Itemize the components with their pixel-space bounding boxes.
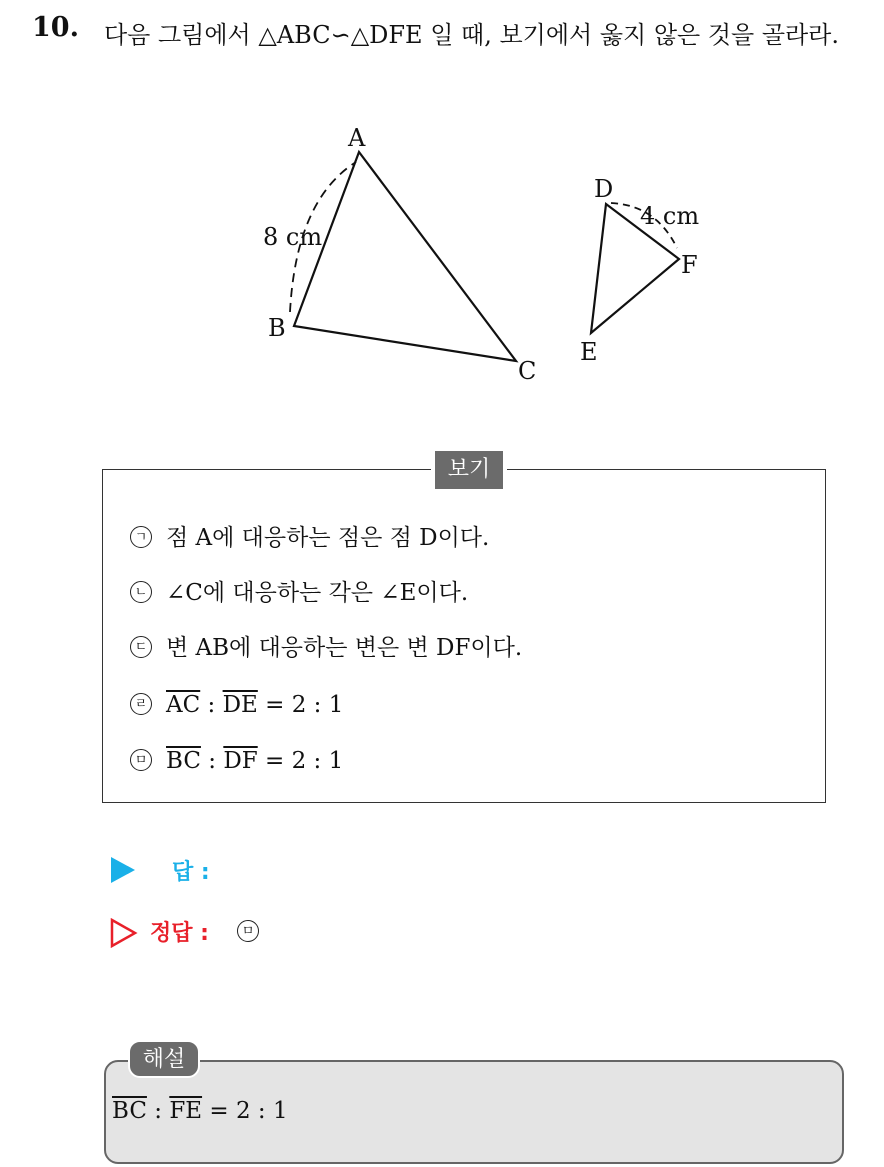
similar-triangles-figure — [0, 0, 884, 440]
choice-mark: ㄷ — [130, 636, 152, 658]
choice-mark: ㄴ — [130, 581, 152, 603]
answer-arrow-icon — [111, 857, 135, 883]
choice-5: ㅁ $\overline{BC}$ : $\overline{DF} = 2$ : 1 — [130, 745, 343, 777]
choice-mark: ㄹ — [130, 693, 152, 715]
choice-text: 점 A에 대응하는 점은 점 D이다. — [166, 525, 490, 551]
choice-mark: ㅁ — [130, 749, 152, 771]
correct-answer-label: 정답 : — [150, 921, 209, 946]
question-text: 다음 그림에서 △ABC∽△DFE 일 때, 보기에서 옳지 않은 것을 골라라. — [104, 21, 839, 49]
segment-bc: $\overline{BC}$ — [112, 1098, 147, 1124]
segment-bc: $\overline{BC}$ — [166, 748, 201, 774]
correct-answer-mark: ㅁ — [237, 920, 259, 942]
vertex-label-d: D — [594, 175, 614, 203]
explanation-text: $\overline{BC}$ : $\overline{FE} = 2$ : 1 — [112, 1098, 288, 1124]
length-df-label: 4 cm — [640, 202, 700, 230]
vertex-label-c: C — [518, 357, 537, 385]
segment-ac: $\overline{AC}$ — [166, 692, 201, 718]
segment-fe: $\overline{FE}$ — [169, 1098, 203, 1124]
length-ab-label: 8 cm — [263, 223, 323, 251]
choice-3 — [130, 632, 522, 664]
choice-text: 변 AB에 대응하는 변은 변 DF이다. — [166, 635, 523, 661]
segment-de: $\overline{DE}$ — [222, 692, 258, 718]
ratio-text: = 2 : 1 — [265, 692, 344, 718]
segment-df: $\overline{DF}$ — [223, 748, 258, 774]
ratio-text: = 2 : 1 — [265, 748, 344, 774]
question-number: 10. — [32, 12, 79, 43]
vertex-label-b: B — [268, 314, 286, 342]
choice-text: ∠C에 대응하는 각은 ∠E이다. — [166, 580, 469, 606]
vertex-label-e: E — [580, 338, 598, 366]
bogi-title: 보기 — [431, 451, 507, 489]
choice-2 — [130, 577, 468, 609]
triangle-abc — [290, 152, 516, 361]
choice-1 — [130, 522, 489, 554]
answer-label: 답 : — [172, 860, 210, 885]
vertex-label-f: F — [681, 251, 698, 279]
explanation-title: 해설 — [128, 1040, 200, 1078]
correct-arrow-outline-icon — [110, 918, 138, 948]
choice-4: ㄹ $\overline{AC}$ : $\overline{DE} = 2$ : 1 — [130, 689, 343, 721]
vertex-label-a: A — [348, 124, 366, 152]
choice-mark: ㄱ — [130, 526, 152, 548]
ratio-text: = 2 : 1 — [209, 1098, 288, 1124]
